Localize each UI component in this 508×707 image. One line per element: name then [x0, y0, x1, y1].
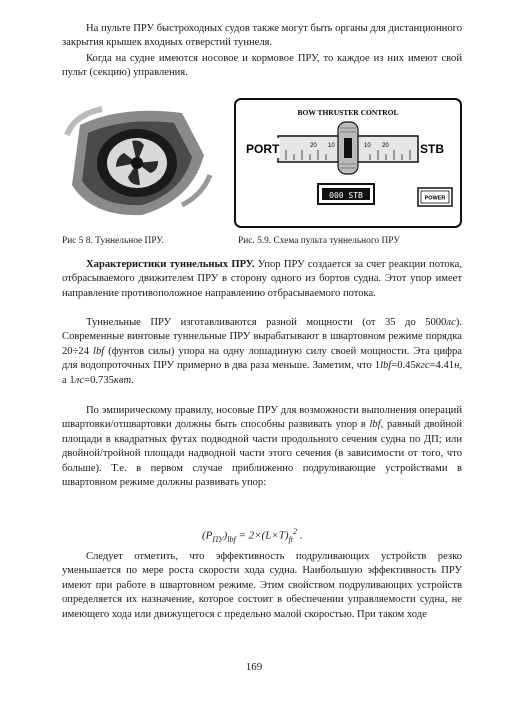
scale-left-10: 10 [328, 143, 335, 149]
scale-right-10: 10 [364, 143, 371, 149]
caption-fig-5-8: Рис 5 8. Туннельное ПРУ. [62, 236, 164, 246]
intro-paragraph-1: На пульте ПРУ быстроходных судов также могут быть органы для дистанционного закрытия крышек входных отверстий туннеля. [62, 23, 462, 49]
panel-title: BOW THRUSTER CONTROL [297, 108, 399, 117]
display-value: 000 STB [329, 191, 363, 200]
section-paragraph-2: Туннельные ПРУ изготавливаются разной мощности (от 35 до 5000лс). Современные винтовые туннельные ПРУ вырабатывают в швартовном режиме порядка 20÷24 lbf (фунтов силы) упора на одну лошадиную силу своей мощности. Эта цифра для водопроточных ПРУ примерно в два раза меньше. Заметим, что 1lbf=0.45кгс=4.41н, а 1лс=0.735квт. [62, 317, 463, 386]
scale-left-20: 20 [310, 143, 317, 149]
scale-right-20: 20 [382, 143, 389, 149]
port-label: PORT [246, 142, 280, 156]
thrust-formula: $(P_{ПУ})_{lbf} = 2\times(L\times T)_{ft}^2$ . [202, 527, 303, 544]
tunnel-thruster-photo [62, 105, 212, 221]
caption-fig-5-9: Рис. 5.9. Схема пульта туннельного ПРУ [238, 236, 400, 246]
power-button-label: POWER [424, 195, 446, 202]
page-number: 169 [245, 661, 263, 673]
section-paragraph-4: Следует отметить, что эффективность подруливающих устройств резко уменьшается по мере роста скорости хода судна. Наибольшую эффективность ПРУ имеют при работе в швартовном режиме. Этим свойством подруливающих устройств определяется их назначение, которое состоит в обеспечении управляемости судна, не имеющего хода или движущегося с предельно малой скоростью. При таком ходе [62, 551, 462, 620]
bow-thruster-control-panel [234, 98, 462, 228]
stb-label: STB [420, 142, 444, 156]
section-paragraph-3: По эмпирическому правилу, носовые ПРУ для возможности выполнения операций швартовки/отшвартовки должны быть способны развивать упор в lbf, равный двойной площади в квадратных футах подводной части продольного сечения судна по ДП; или двойной/тройной площади надводной части этого сечения (в зависимости от того, что больше). Т.е. в первом случае приближенно подруливающие устройствами в швартовном режиме должны развивать упор: [62, 405, 463, 489]
intro-paragraph-2: Когда на судне имеются носовое и кормовое ПРУ, то каждое из них имеют свой пульт (секцию) управления. [62, 53, 462, 79]
section-paragraph-1: Характеристики туннельных ПРУ. Упор ПРУ создается за счет реакции потока, отбрасываемого движителем ПРУ в сторону одного из бортов судна. Этот упор имеет направление противоположное направлению отбрасываемого потока. [62, 259, 462, 299]
section-heading: Характеристики туннельных ПРУ. [86, 259, 255, 270]
